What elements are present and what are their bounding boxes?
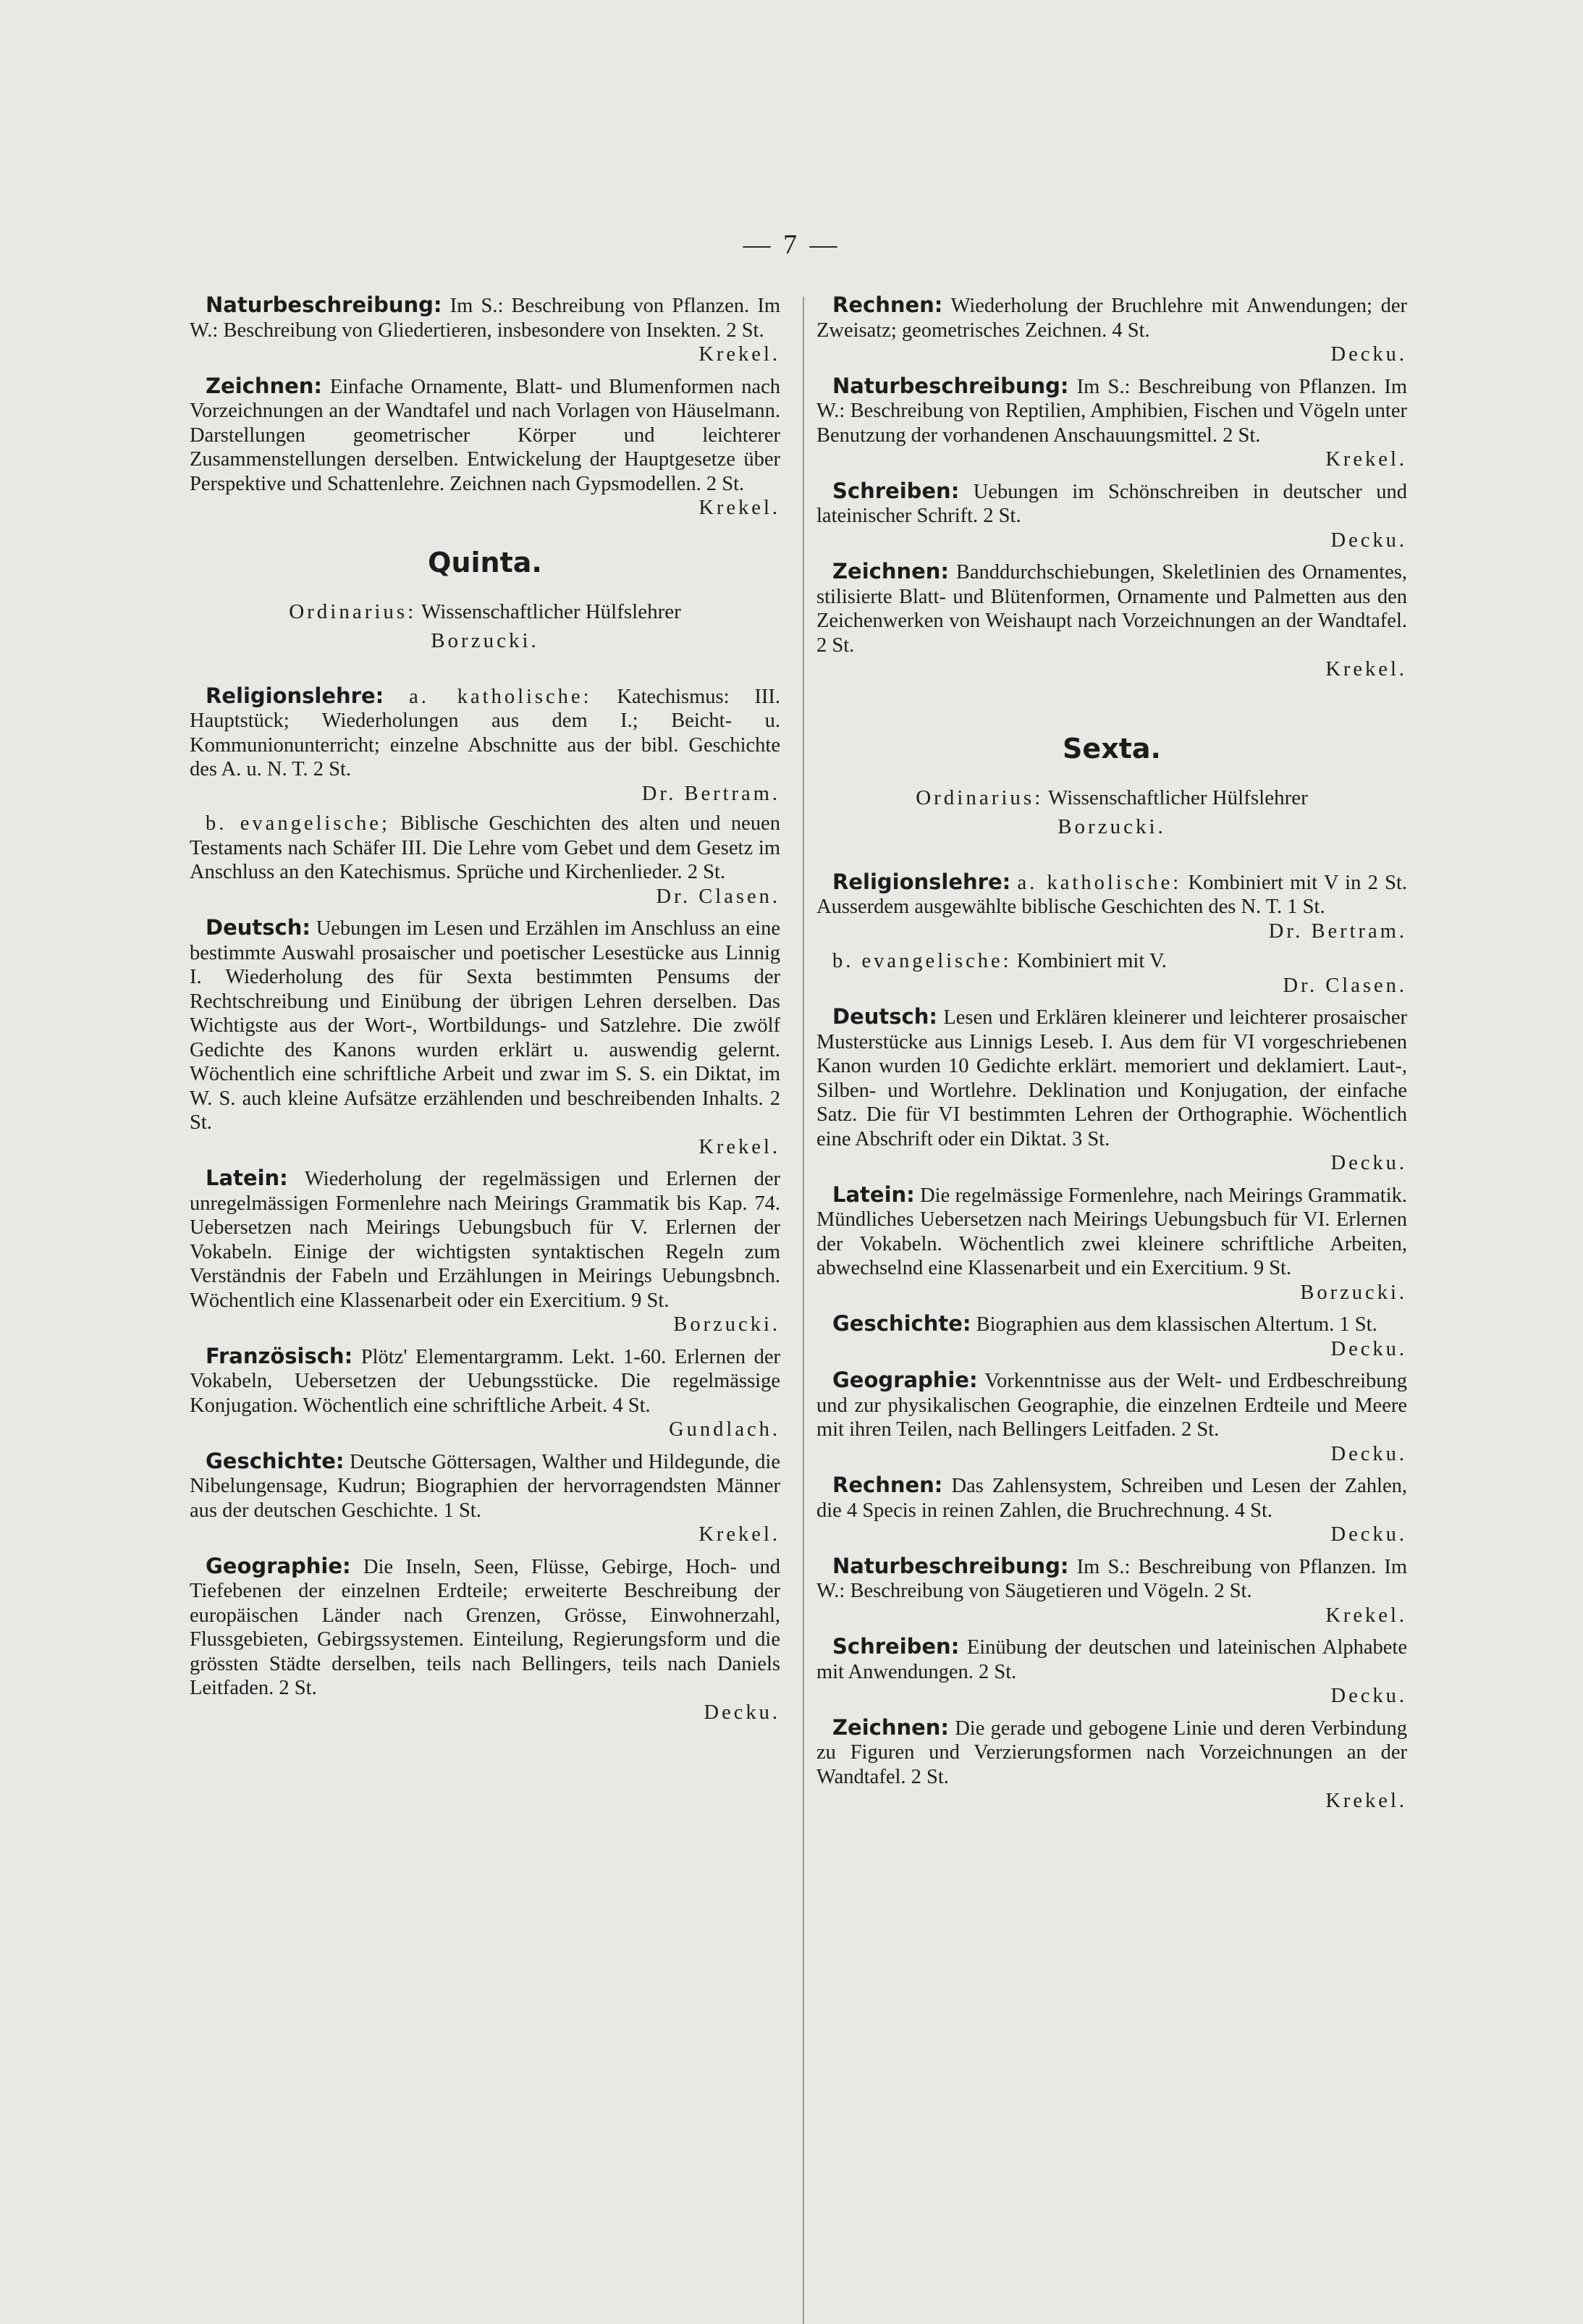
religion-b-label: b. evangelische; bbox=[206, 812, 390, 835]
section-geographie bbox=[816, 1368, 1407, 1466]
section-text: Biblische Geschichten des alten und neuen Testaments nach Schäfer III. Die Lehre vom Gebet und dem Gesetz im Anschluss an den Katechismus. Sprüche und Kirchenlieder. 2 St. bbox=[190, 812, 780, 883]
ordinarius-name: Borzucki. bbox=[431, 628, 539, 652]
teacher-signature: Decku. bbox=[1330, 1442, 1407, 1465]
section-text: Kombiniert mit V in 2 St. Ausserdem ausgewählte biblische Geschichten des N. T. 1 St. bbox=[816, 871, 1407, 918]
section-text: Wiederholung der Bruchlehre mit Anwendungen; der Zweisatz; geometrisches Zeichnen. 4 St. bbox=[816, 295, 1407, 342]
teacher-signature: Krekel. bbox=[698, 1135, 780, 1158]
left-column bbox=[190, 293, 780, 1732]
section-text: Im S.: Beschreibung von Pflanzen. Im W.: Beschreibung von Gliedertieren, insbesondere von Insekten. 2 St. bbox=[190, 295, 780, 342]
section-religionslehre bbox=[816, 870, 1407, 998]
ordinarius-text: Wissenschaftlicher Hülfslehrer bbox=[1048, 786, 1308, 809]
section-lead: Naturbeschreibung: bbox=[832, 373, 1069, 398]
section-text: Katechismus: III. Hauptstück; Wiederholungen aus dem I.; Beicht- u. Kommunionunterricht; einzelne Abschnitte aus der bibl. Geschichte des A. u. N. T. 2 St. bbox=[190, 685, 781, 780]
section-lead: Religionslehre: bbox=[206, 683, 384, 708]
section-naturbeschreibung bbox=[190, 293, 780, 367]
ordinarius-text: Wissenschaftlicher Hülfslehrer bbox=[421, 599, 681, 623]
ordinarius-sexta bbox=[816, 783, 1407, 841]
section-religionslehre bbox=[190, 684, 780, 909]
column-divider bbox=[803, 297, 804, 2324]
section-lead: Zeichnen: bbox=[206, 373, 323, 398]
section-text: Uebungen im Schönschreiben in deutscher und lateinischer Schrift. 2 St. bbox=[816, 480, 1407, 527]
teacher-signature: Krekel. bbox=[1325, 1790, 1407, 1812]
teacher-signature: Decku. bbox=[704, 1701, 780, 1724]
teacher-signature: Dr. Bertram. bbox=[641, 782, 780, 805]
section-lead: Latein: bbox=[832, 1182, 915, 1207]
teacher-signature: Dr. Clasen. bbox=[1283, 974, 1407, 997]
section-text: Im S.: Beschreibung von Pflanzen. Im W.: Beschreibung von Reptilien, Amphibien, Fischen und Vögeln unter Benutzung der vorhandenen Anschauungsmittel. 2 St. bbox=[816, 375, 1407, 447]
section-lead: Naturbeschreibung: bbox=[832, 1553, 1069, 1578]
section-lead: Französisch: bbox=[206, 1343, 353, 1368]
section-lead: Naturbeschreibung: bbox=[206, 292, 442, 317]
ordinarius-label: Ordinarius: bbox=[916, 786, 1044, 809]
section-zeichnen bbox=[816, 560, 1407, 682]
section-zeichnen bbox=[190, 374, 780, 521]
section-text: Banddurchschiebungen, Skeletlinien des Ornamentes, stilisierte Blatt- und Blütenformen, Ornamente und Palmetten aus den Zeichenwerken von Weishaupt nach Vorzeichnungen an der Wandtafel. 2 St. bbox=[816, 561, 1407, 657]
teacher-signature: Krekel. bbox=[1325, 1604, 1407, 1627]
class-title-sexta: Sexta. bbox=[1063, 732, 1161, 765]
religion-a-label: a. katholische: bbox=[409, 685, 592, 708]
religion-a-label: a. katholische: bbox=[1017, 871, 1182, 894]
section-text: Das Zahlensystem, Schreiben und Lesen der Zahlen, die 4 Specis in reinen Zahlen, die Bruchrechnung. 4 St. bbox=[816, 1475, 1407, 1522]
section-text: Biographien aus dem klassischen Altertum. 1 St. bbox=[976, 1313, 1377, 1336]
teacher-signature: Decku. bbox=[1330, 1523, 1407, 1546]
section-lead: Geographie: bbox=[206, 1553, 351, 1578]
section-lead: Geschichte: bbox=[832, 1311, 971, 1336]
religion-b-label: b. evangelische: bbox=[832, 950, 1012, 972]
section-lead: Rechnen: bbox=[832, 292, 943, 317]
teacher-signature: Decku. bbox=[1330, 343, 1407, 366]
section-schreiben bbox=[816, 479, 1407, 553]
teacher-signature: Decku. bbox=[1330, 1152, 1407, 1174]
section-text: Die regelmässige Formenlehre, nach Meirings Grammatik. Mündliches Uebersetzen nach Meirings Uebungsbuch für VI. Erlernen der Vokabeln. Wöchentlich zwei kleinere schriftliche Arbeiten, abwechselnd eine Klassenarbeit und ein Exercitium. 9 St. bbox=[816, 1184, 1408, 1279]
section-lead: Latein: bbox=[206, 1166, 288, 1190]
teacher-signature: Decku. bbox=[1330, 1685, 1407, 1707]
section-geschichte bbox=[190, 1449, 780, 1547]
section-text: Kombiniert mit V. bbox=[1016, 950, 1167, 972]
section-geschichte bbox=[816, 1312, 1407, 1361]
section-deutsch bbox=[190, 916, 780, 1159]
class-title-quinta: Quinta. bbox=[428, 546, 542, 578]
section-naturbeschreibung bbox=[816, 1554, 1407, 1628]
section-lead: Zeichnen: bbox=[832, 559, 950, 584]
section-latein bbox=[190, 1166, 780, 1337]
section-text: Plötz' Elementargramm. Lekt. 1-60. Erlernen der Vokabeln, Uebersetzen der Uebungsstücke. Die regelmässige Konjugation. Wöchentlich eine schriftliche Arbeit. 4 St. bbox=[190, 1345, 780, 1417]
teacher-signature: Krekel. bbox=[698, 497, 780, 519]
section-lead: Geschichte: bbox=[206, 1448, 345, 1473]
teacher-signature: Borzucki. bbox=[1300, 1281, 1407, 1304]
section-lead: Deutsch: bbox=[206, 915, 311, 940]
ordinarius-label: Ordinarius: bbox=[289, 599, 417, 623]
section-rechnen bbox=[816, 1473, 1407, 1547]
ordinarius-quinta bbox=[190, 597, 780, 655]
section-lead: Schreiben: bbox=[832, 1634, 960, 1659]
teacher-signature: Decku. bbox=[1330, 1337, 1407, 1360]
section-text: Einübung der deutschen und lateinischen Alphabete mit Anwendungen. 2 St. bbox=[816, 1636, 1407, 1683]
teacher-signature: Krekel. bbox=[698, 343, 780, 366]
section-text: Einfache Ornamente, Blatt- und Blumenformen nach Vorzeichnungen an der Wandtafel und nach Vorlagen von Häuselmann. Darstellungen geometrischer Körper und leichterer Zusammenstellungen derselben. Entwickelung der Hauptgesetze über Perspektive und Schattenlehre. Zeichnen nach Gypsmodellen. 2 St. bbox=[190, 375, 781, 495]
right-column bbox=[816, 293, 1407, 1821]
teacher-signature: Krekel. bbox=[1325, 658, 1407, 681]
section-lead: Zeichnen: bbox=[832, 1714, 950, 1740]
section-text: Wiederholung der regelmässigen und Erlernen der unregelmässigen Formenlehre nach Meirings Grammatik bis Kap. 74. Uebersetzen nach Meirings Uebungsbuch für V. Erlernen der Vokabeln. Einige der wichtigsten syntaktischen Regeln zum Verständnis der Fabeln und Erzählungen in Meirings Uebungsbnch. Wöchentlich eine Klassenarbeit oder ein Exercitium. 9 St. bbox=[190, 1168, 780, 1312]
section-latein bbox=[816, 1183, 1407, 1305]
page-number: — 7 — bbox=[743, 230, 840, 260]
section-lead: Rechnen: bbox=[832, 1473, 943, 1497]
teacher-signature: Krekel. bbox=[698, 1523, 780, 1546]
section-rechnen bbox=[816, 293, 1407, 367]
teacher-signature: Krekel. bbox=[1325, 448, 1407, 471]
section-lead: Religionslehre: bbox=[832, 869, 1011, 894]
section-text: Die Inseln, Seen, Flüsse, Gebirge, Hoch- und Tiefebenen der einzelnen Erdteile; erweiterte Beschreibung der europäischen Länder nach Grenzen, Grösse, Einwohnerzahl, Flussgebieten, Gebirgssystemen. Einteilung, Regierungsform und die grössten Städte derselben, teils nach Bellingers, teils nach Daniels Leitfaden. 2 St. bbox=[190, 1555, 781, 1699]
section-naturbeschreibung bbox=[816, 374, 1407, 472]
section-lead: Geographie: bbox=[832, 1368, 978, 1392]
teacher-signature: Borzucki. bbox=[673, 1313, 780, 1336]
section-text: Uebungen im Lesen und Erzählen im Anschluss an eine bestimmte Auswahl prosaischer und poetischer Lesestücke aus Linnig I. Wiederholung des für Sexta bestimmten Pensums der Rechtschreibung und Einübung der übrigen Lehren derselben. Das Wichtigste aus der Wort-, Wortbildungs- und Satzlehre. Die zwölf Gedichte des Kanons wurden erklärt u. auswendig gelernt. Wöchentlich eine schriftliche Arbeit und zwar im S. S. ein Diktat, im W. S. auch kleine Aufsätze erzählenden und beschreibenden Inhalts. 2 St. bbox=[190, 917, 780, 1134]
section-text: Vorkenntnisse aus der Welt- und Erdbeschreibung und zur physikalischen Geographie, die einzelnen Erdteile und Meere mit ihren Teilen, nach Bellingers Leitfaden. 2 St. bbox=[816, 1370, 1407, 1441]
section-franzoesisch bbox=[190, 1344, 780, 1442]
teacher-signature: Gundlach. bbox=[669, 1418, 780, 1441]
section-text: Deutsche Göttersagen, Walther und Hildegunde, die Nibelungensage, Kudrun; Biographien der hervorragendsten Männer aus der deutschen Geschichte. 1 St. bbox=[190, 1450, 780, 1522]
ordinarius-name: Borzucki. bbox=[1058, 814, 1166, 838]
teacher-signature: Dr. Clasen. bbox=[656, 885, 780, 908]
teacher-signature: Decku. bbox=[1330, 529, 1407, 552]
section-zeichnen bbox=[816, 1716, 1407, 1814]
section-text: Lesen und Erklären kleinerer und leichterer prosaischer Musterstücke aus Linnigs Leseb. I. Aus dem für VI vorgeschriebenen Kanon wurden 10 Gedichte erklärt. memoriert und deklamiert. Laut-, Silben- und Wortlehre. Deklination und Konjugation, der einfache Satz. Die für VI bestimmten Lehren der Orthographie. Wöchentlich eine Abschrift oder ein Diktat. 3 St. bbox=[816, 1006, 1408, 1150]
section-schreiben bbox=[816, 1635, 1407, 1709]
teacher-signature: Dr. Bertram. bbox=[1268, 919, 1407, 943]
section-geographie bbox=[190, 1554, 780, 1725]
section-text: Die gerade und gebogene Linie und deren Verbindung zu Figuren und Verzierungsformen nach Vorzeichnungen an der Wandtafel. 2 St. bbox=[816, 1717, 1408, 1788]
section-text: Im S.: Beschreibung von Pflanzen. Im W.: Beschreibung von Säugetieren und Vögeln. 2 St. bbox=[816, 1555, 1407, 1602]
section-lead: Deutsch: bbox=[832, 1004, 937, 1029]
section-lead: Schreiben: bbox=[832, 478, 960, 503]
section-deutsch bbox=[816, 1005, 1407, 1176]
